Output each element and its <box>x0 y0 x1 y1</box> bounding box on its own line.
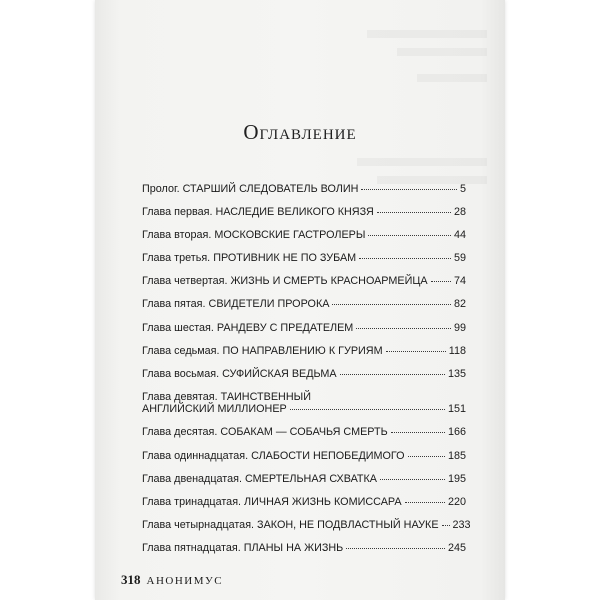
toc-entry <box>142 206 466 219</box>
toc-entry <box>142 518 471 532</box>
toc-page-number: 28 <box>453 206 466 219</box>
page-title: Оглавление <box>243 120 357 144</box>
toc-entry-text: Глава вторая. МОСКОВСКИЕ ГАСТРОЛЕРЫ <box>142 229 366 242</box>
toc-page-number: 59 <box>453 252 466 265</box>
leader-dots <box>377 212 451 213</box>
toc-page-number: 99 <box>453 321 466 334</box>
toc-entry-text: Глава пятнадцатая. ПЛАНЫ НА ЖИЗНЬ <box>142 541 344 554</box>
toc-page-number: 195 <box>447 472 466 485</box>
toc-entry <box>142 473 466 486</box>
footer-page-number: 318 <box>121 572 141 587</box>
toc-entry <box>142 229 466 242</box>
toc-page-number: 233 <box>452 518 471 531</box>
toc-entry <box>142 450 466 463</box>
toc-page-number: 82 <box>453 298 466 311</box>
leader-dots <box>391 432 445 433</box>
toc-page-number: 118 <box>448 344 466 357</box>
leader-dots <box>346 548 445 549</box>
toc-page-number: 220 <box>447 495 466 508</box>
leader-dots <box>408 456 445 457</box>
toc-entry <box>142 252 466 265</box>
show-through-line <box>397 48 487 56</box>
leader-dots <box>340 374 445 375</box>
book-page <box>95 0 505 600</box>
toc-entry-text: Глава тринадцатая. ЛИЧНАЯ ЖИЗНЬ КОМИССАРА <box>142 495 402 508</box>
toc-page-number: 245 <box>447 541 466 554</box>
toc-entry <box>142 426 466 439</box>
toc-entry-text: Глава десятая. СОБАКАМ — СОБАЧЬЯ СМЕРТЬ <box>142 426 388 439</box>
toc-entry <box>142 542 466 555</box>
toc-page-number: 74 <box>453 275 466 288</box>
toc-page-number: 166 <box>447 426 466 439</box>
running-title: АНОНИМУС <box>146 575 224 587</box>
toc-entry-text: Пролог. СТАРШИЙ СЛЕДОВАТЕЛЬ ВОЛИН <box>142 183 359 195</box>
toc-page-number: 185 <box>447 449 466 462</box>
leader-dots <box>386 351 446 352</box>
toc-entry-text: Глава третья. ПРОТИВНИК НЕ ПО ЗУБАМ <box>142 252 357 265</box>
page-footer <box>121 571 223 589</box>
toc-page-number: 5 <box>459 183 466 195</box>
toc-entry-continuation <box>142 403 466 416</box>
show-through-line <box>367 30 487 38</box>
toc-entry <box>142 275 466 288</box>
toc-entry-lines <box>142 391 466 416</box>
toc-entry-text: Глава четвертая. ЖИЗНЬ И СМЕРТЬ КРАСНОАРМЕЙЦА <box>142 275 428 288</box>
leader-dots <box>359 258 451 259</box>
show-through-line <box>417 74 487 82</box>
toc-entry <box>142 496 466 509</box>
toc-entry-text: АНГЛИЙСКИЙ МИЛЛИОНЕР <box>142 403 287 416</box>
toc-entry <box>142 322 466 335</box>
toc-entry <box>142 391 466 416</box>
toc-entry-text: Глава одиннадцатая. СЛАБОСТИ НЕПОБЕДИМОГО <box>142 449 405 462</box>
leader-dots <box>442 525 450 526</box>
show-through-line <box>357 158 487 166</box>
toc-entry-text: Глава девятая. ТАИНСТВЕННЫЙ <box>142 390 311 403</box>
leader-dots <box>368 235 451 236</box>
leader-dots <box>431 281 451 282</box>
toc-entry-text: Глава седьмая. ПО НАПРАВЛЕНИЮ К ГУРИЯМ <box>142 344 383 357</box>
table-of-contents <box>142 183 471 554</box>
toc-page-number: 151 <box>447 403 466 416</box>
toc-entry-text: Глава восьмая. СУФИЙСКАЯ ВЕДЬМА <box>142 367 337 380</box>
leader-dots <box>290 409 445 410</box>
leader-dots <box>380 479 445 480</box>
toc-entry <box>142 183 466 196</box>
toc-entry-text: Глава пятая. СВИДЕТЕЛИ ПРОРОКА <box>142 298 330 311</box>
toc-entry <box>142 345 466 358</box>
leader-dots <box>356 328 451 329</box>
toc-entry-text: Глава двенадцатая. СМЕРТЕЛЬНАЯ СХВАТКА <box>142 472 378 485</box>
toc-entry-text: Глава первая. НАСЛЕДИЕ ВЕЛИКОГО КНЯЗЯ <box>142 206 374 219</box>
toc-page-number: 135 <box>447 367 466 380</box>
toc-entry-text: Глава шестая. РАНДЕВУ С ПРЕДАТЕЛЕМ <box>142 321 354 334</box>
toc-page-number: 44 <box>453 229 466 242</box>
toc-entry <box>142 298 466 311</box>
leader-dots <box>332 304 451 305</box>
toc-entry-text: Глава четырнадцатая. ЗАКОН, НЕ ПОДВЛАСТНЫЙ НАУКЕ <box>142 518 439 531</box>
leader-dots <box>405 502 445 503</box>
toc-entry <box>142 368 466 381</box>
leader-dots <box>361 189 457 190</box>
